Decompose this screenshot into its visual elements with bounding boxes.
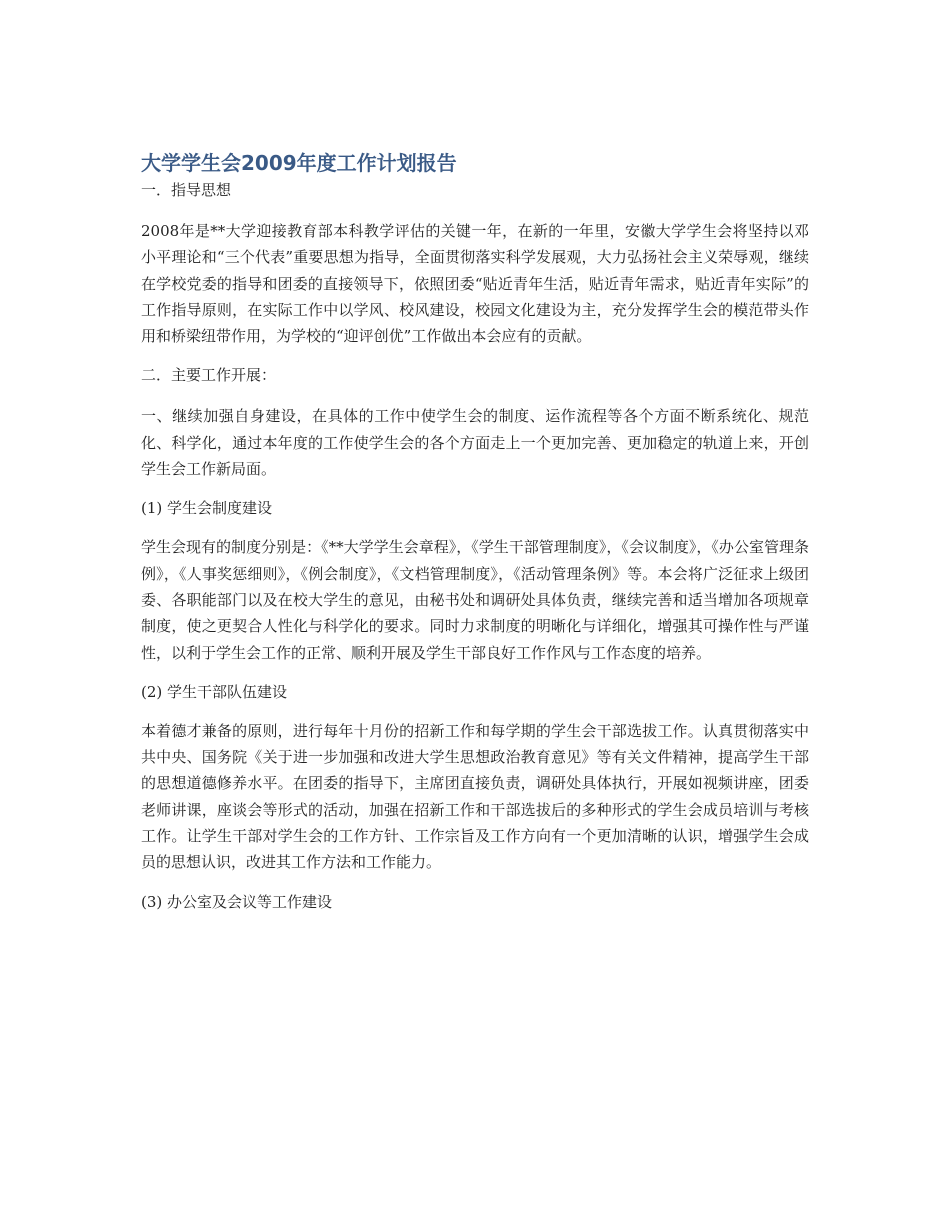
document-page — [141, 148, 809, 928]
subsection-heading-office-building: (3) 办公室及会议等工作建设 — [141, 892, 333, 911]
section-heading-main-work: 二．主要工作开展： — [141, 366, 277, 385]
paragraph-system-building: 学生会现有的制度分别是：《**大学学生会章程》，《学生干部管理制度》，《会议制度》，《办公室管理条例》，《人事奖惩细则》，《例会制度》，《文档管理制度》，《活动管理条例》等。本会将广泛征求上级团委、各职能部门以及在校大学生的意见，由秘书处和调研处具体负责，继续完善和适当增加各项规章制度，使之更契合人性化与科学化的要求。同时力求制度的明晰化与详细化，增强其可操作性与严谨性，以利于学生会工作的正常、顺利开展及学生干部良好工作作风与工作态度的培养。 — [141, 538, 809, 662]
paragraph-cadre-building: 本着德才兼备的原则，进行每年十月份的招新工作和每学期的学生会干部选拔工作。认真贯彻落实中共中央、国务院《关于进一步加强和改进大学生思想政治教育意见》等有关文件精神，提高学生干部的思想道德修养水平。在团委的指导下，主席团直接负责，调研处具体执行，开展如视频讲座，团委老师讲课，座谈会等形式的活动，加强在招新工作和干部选拔后的多种形式的学生会成员培训与考核工作。让学生干部对学生会的工作方针、工作宗旨及工作方向有一个更加清晰的认识，增强学生会成员的思想认识，改进其工作方法和工作能力。 — [141, 721, 809, 872]
subsection-heading-system-building: (1) 学生会制度建设 — [141, 499, 273, 518]
section-heading-guiding-ideology: 一．指导思想 — [141, 181, 232, 199]
subsection-heading-cadre-building: (2) 学生干部队伍建设 — [141, 682, 288, 701]
paragraph-main-work: 一、继续加强自身建设，在具体的工作中使学生会的制度、运作流程等各个方面不断系统化、规范化、科学化，通过本年度的工作使学生会的各个方面走上一个更加完善、更加稳定的轨道上来，开创学生会工作新局面。 — [141, 407, 809, 479]
paragraph-guiding-ideology: 2008年是**大学迎接教育部本科教学评估的关键一年，在新的一年里，安徽大学学生会将坚持以邓小平理论和“三个代表”重要思想为指导，全面贯彻落实科学发展观，大力弘扬社会主义荣辱观，继续在学校党委的指导和团委的直接领导下，依照团委“贴近青年生活，贴近青年需求，贴近青年实际”的工作指导原则，在实际工作中以学风、校风建设，校园文化建设为主，充分发挥学生会的模范带头作用和桥梁纽带作用，为学校的“迎评创优”工作做出本会应有的贡献。 — [141, 222, 809, 346]
document-title: 大学学生会2009年度工作计划报告 — [141, 151, 457, 175]
